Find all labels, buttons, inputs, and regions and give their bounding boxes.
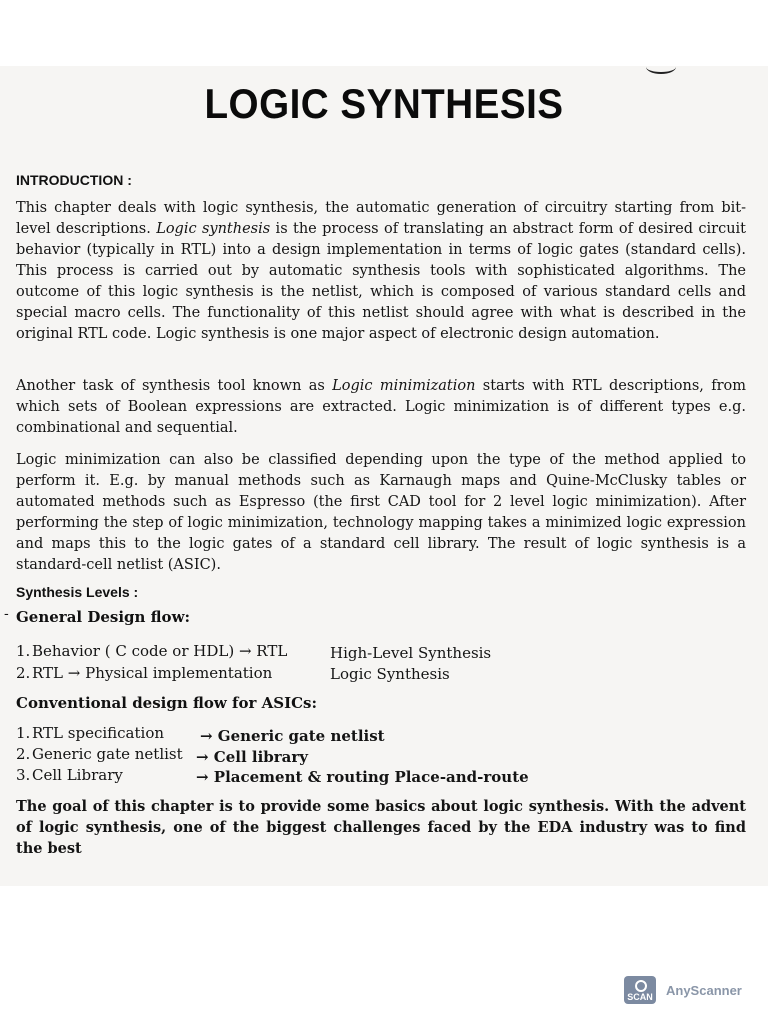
pen-mark	[646, 60, 676, 74]
asic-flow-target: → Cell library	[196, 748, 309, 766]
asic-flow-heading: Conventional design flow for ASICs:	[16, 694, 318, 712]
general-flow-level: Logic Synthesis	[330, 665, 450, 683]
page-title: LOGIC SYNTHESIS	[204, 80, 564, 127]
asic-flow-target: → Generic gate netlist	[200, 727, 385, 745]
asic-flow-step: 2. Generic gate netlist	[16, 745, 183, 763]
asic-flow-step: 3. Cell Library	[16, 766, 123, 784]
minimization-paragraph: Another task of synthesis tool known as Logic minimization starts with RTL descriptions, from which sets of Boolean expressions are extracted. Logic minimization is of different types e.g. combinational and sequential.	[16, 378, 746, 436]
synthesis-levels-heading: Synthesis Levels :	[16, 584, 139, 600]
dash-mark: -	[4, 606, 9, 622]
general-flow-level: High-Level Synthesis	[330, 644, 492, 662]
intro-heading: INTRODUCTION :	[16, 172, 132, 188]
closing-paragraph: The goal of this chapter is to provide some basics about logic synthesis. With the advent of logic synthesis, one of the biggest challenges faced by the EDA industry was to find the best	[16, 798, 746, 857]
anyscanner-watermark	[624, 976, 754, 1004]
asic-flow-target: → Placement & routing Place-and-route	[196, 768, 529, 786]
scanner-logo-icon: SCAN	[624, 976, 656, 1004]
asic-flow-step: 1. RTL specification	[16, 724, 165, 742]
intro-paragraph: This chapter deals with logic synthesis, the automatic generation of circuitry starting from bit-level descriptions. Logic synthesis is the process of translating an abstract form of desired circuit behavior (typically in RTL) into a design implementation in terms of logic gates (standard cells). This process is carried out by automatic synthesis tools with sophisticated algorithms. The outcome of this logic synthesis is the netlist, which is composed of various standard cells and special macro cells. The functionality of this netlist should agree with what is described in the original RTL code. Logic synthesis is one major aspect of electronic design automation.	[16, 200, 747, 342]
general-flow-heading: General Design flow:	[16, 608, 191, 626]
general-flow-step: 1. Behavior ( C code or HDL) → RTL	[16, 642, 288, 660]
general-flow-step: 2. RTL → Physical implementation	[16, 664, 273, 682]
classification-paragraph: Logic minimization can also be classified depending upon the type of the method applied to perform it. E.g. by manual methods such as Karnaugh maps and Quine-McClusky tables or automated methods such as Espresso (the first CAD tool for 2 level logic minimization). After performing the step of logic minimization, technology mapping takes a minimized logic expression and maps this to the logic gates of a standard cell library. The result of logic synthesis is a standard-cell netlist (ASIC).	[16, 452, 746, 573]
watermark-name: AnyScanner	[666, 982, 742, 998]
